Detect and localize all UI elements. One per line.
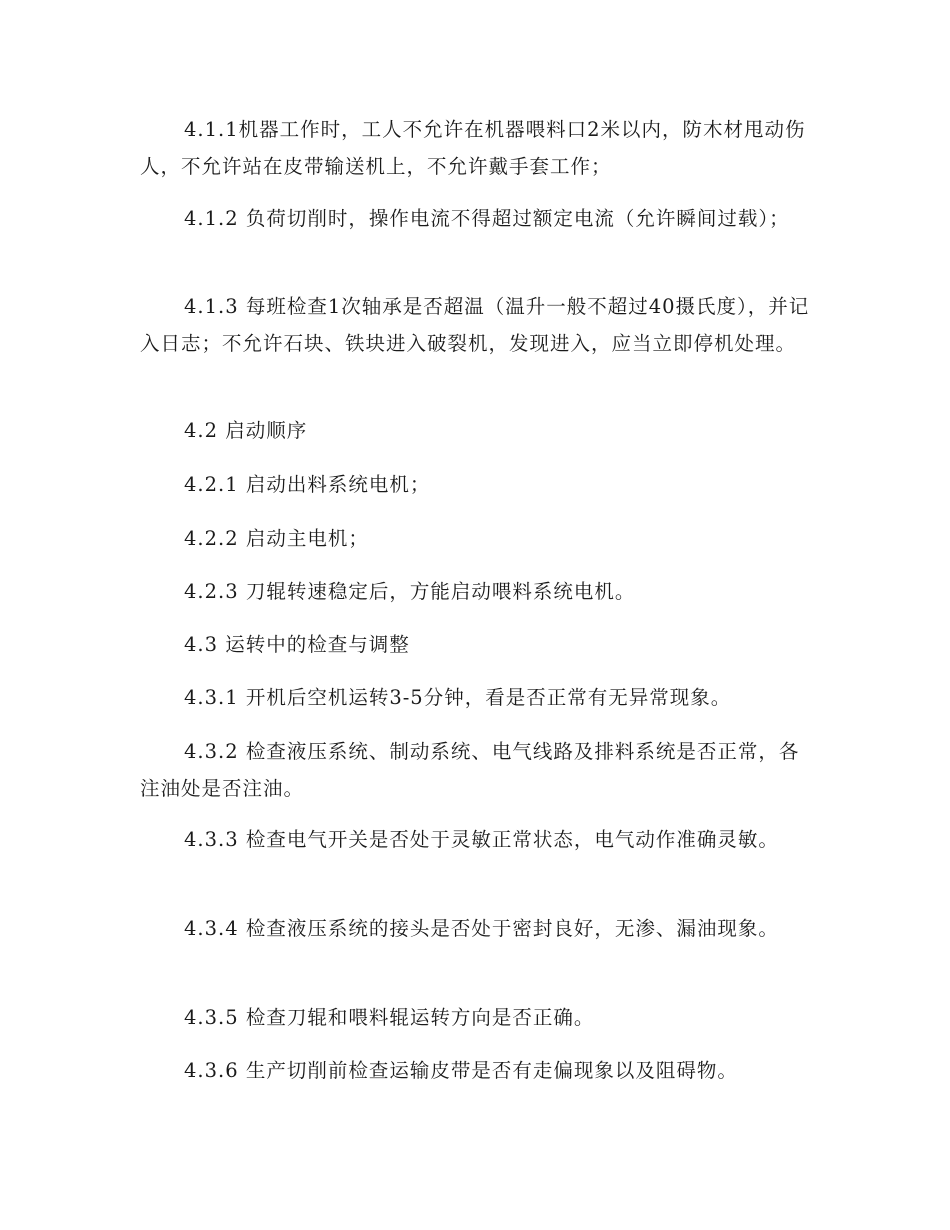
section-heading-4-3: 4.3 运转中的检查与调整 [184, 633, 410, 656]
paragraph-4-1-1: 4.1.1机器工作时，工人不允许在机器喂料口2米以内，防木材甩动伤人，不允许站在皮带输送机上，不允许戴手套工作； [140, 118, 806, 178]
paragraph-4-3-6: 4.3.6 生产切削前检查运输皮带是否有走偏现象以及阻碍物。 [184, 1059, 738, 1082]
section-heading-4-2: 4.2 启动顺序 [184, 419, 308, 442]
paragraph-4-2-3: 4.2.3 刀辊转速稳定后，方能启动喂料系统电机。 [184, 580, 636, 603]
paragraph-4-3-1: 4.3.1 开机后空机运转3-5分钟，看是否正常有无异常现象。 [184, 686, 732, 709]
paragraph-4-3-3: 4.3.3 检查电气开关是否处于灵敏正常状态，电气动作准确灵敏。 [184, 828, 779, 851]
paragraph-4-3-5: 4.3.5 检查刀辊和喂料辊运转方向是否正确。 [184, 1006, 595, 1029]
paragraph-4-1-2: 4.1.2 负荷切削时，操作电流不得超过额定电流（允许瞬间过载）； [184, 207, 790, 230]
paragraph-4-2-2: 4.2.2 启动主电机； [184, 527, 369, 550]
paragraph-4-3-4: 4.3.4 检查液压系统的接头是否处于密封良好，无渗、漏油现象。 [184, 917, 779, 940]
paragraph-4-2-1: 4.2.1 启动出料系统电机； [184, 473, 431, 496]
paragraph-4-3-2: 4.3.2 检查液压系统、制动系统、电气线路及排料系统是否正常，各注油处是否注油。 [140, 740, 800, 800]
paragraph-4-1-3: 4.1.3 每班检查1次轴承是否超温（温升一般不超过40摄氏度），并记入日志；不允许石块、铁块进入破裂机，发现进入，应当立即停机处理。 [140, 295, 810, 355]
